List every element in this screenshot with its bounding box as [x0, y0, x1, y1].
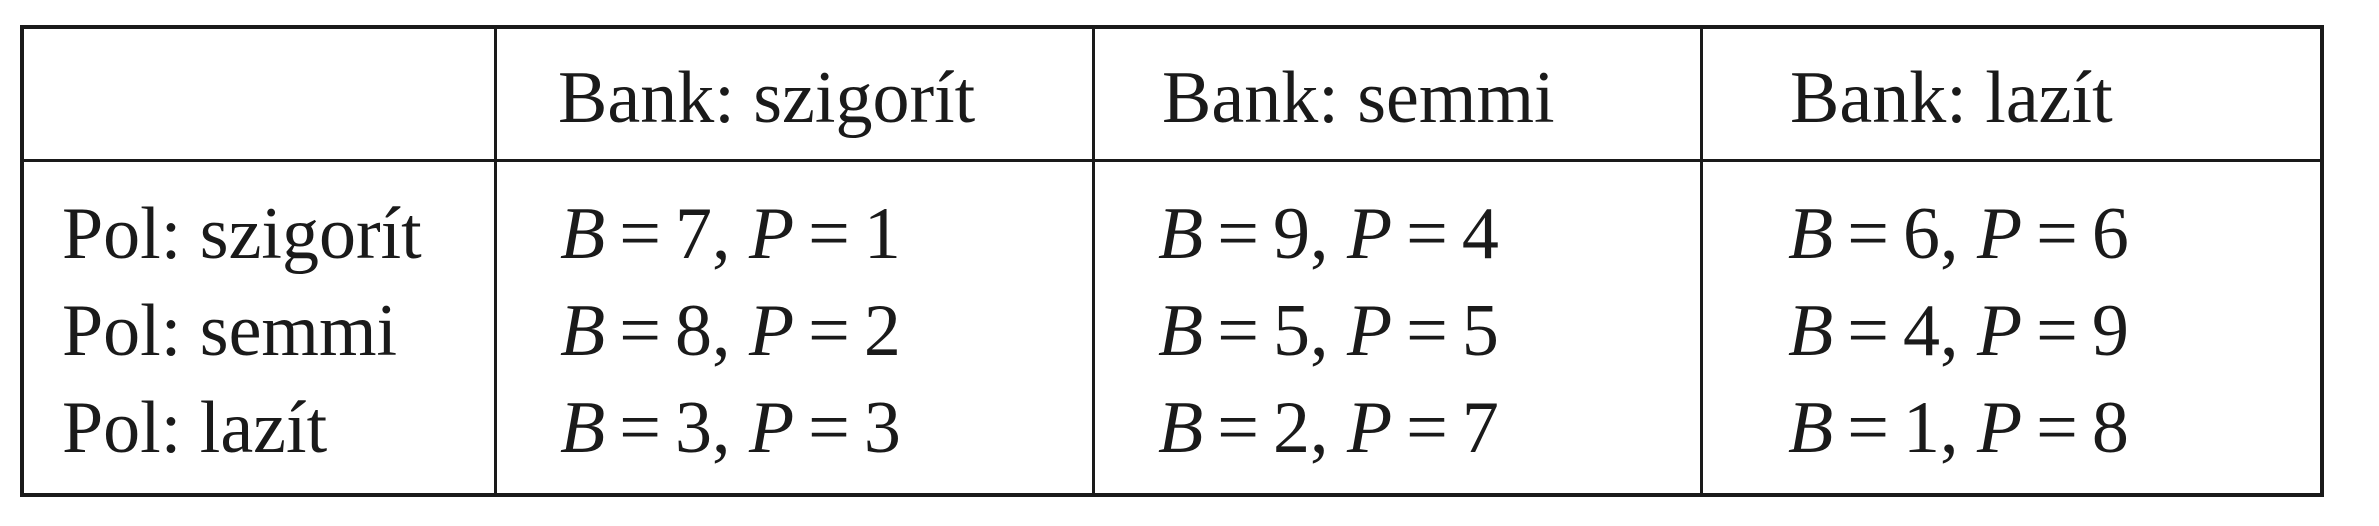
payoff-cell: B = 3, P = 3 [560, 387, 901, 469]
payoff-cell: B = 2, P = 7 [1158, 387, 1499, 469]
header-divider [24, 159, 2320, 162]
row-label-pol-semmi: Pol: semmi [62, 290, 398, 372]
payoff-cell: B = 4, P = 9 [1788, 290, 2129, 372]
payoff-cell: B = 6, P = 6 [1788, 193, 2129, 275]
payoff-table [20, 25, 2324, 497]
column-divider [1700, 29, 1703, 493]
payoff-cell: B = 7, P = 1 [560, 193, 901, 275]
header-bank-lazit: Bank: lazít [1790, 57, 2113, 139]
header-bank-semmi: Bank: semmi [1162, 57, 1555, 139]
header-bank-szigorit: Bank: szigorít [558, 57, 976, 139]
column-divider [1092, 29, 1095, 493]
column-divider [494, 29, 497, 493]
payoff-cell: B = 8, P = 2 [560, 290, 901, 372]
payoff-cell: B = 5, P = 5 [1158, 290, 1499, 372]
payoff-cell: B = 9, P = 4 [1158, 193, 1499, 275]
payoff-cell: B = 1, P = 8 [1788, 387, 2129, 469]
row-label-pol-lazit: Pol: lazít [62, 387, 328, 469]
row-label-pol-szigorit: Pol: szigorít [62, 193, 422, 275]
